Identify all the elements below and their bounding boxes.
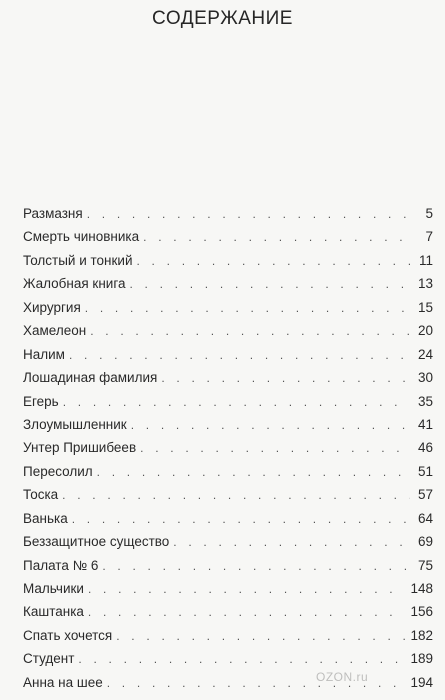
toc-entry-title: Унтер Пришибеев bbox=[23, 440, 137, 456]
toc-entry-title: Беззащитное существо bbox=[23, 534, 170, 550]
toc-entry-title: Палата № 6 bbox=[23, 557, 99, 573]
toc-leader-dots bbox=[97, 461, 410, 484]
toc-entry-title: Пересолил bbox=[23, 463, 93, 479]
toc-leader-dots bbox=[87, 203, 410, 226]
toc-entry-title: Хамелеон bbox=[23, 323, 87, 339]
toc-entry-page: 35 bbox=[417, 393, 433, 409]
toc-entry-anna-na-shee bbox=[23, 671, 433, 694]
toc-entry-page: 5 bbox=[425, 206, 433, 221]
toc-entry-toska bbox=[23, 483, 433, 506]
toc-entry-loshadinaya-familiya bbox=[23, 366, 433, 389]
toc-entry-bezzashchitnoe-sushchestvo bbox=[23, 530, 433, 553]
toc-entry-page: 182 bbox=[410, 627, 433, 643]
toc-entry-kashtanka bbox=[23, 600, 433, 623]
toc-entry-title: Толстый и тонкий bbox=[23, 252, 133, 268]
toc-leader-dots bbox=[116, 625, 405, 648]
toc-leader-dots bbox=[63, 391, 410, 414]
toc-leader-dots bbox=[78, 648, 405, 671]
table-of-contents bbox=[23, 202, 433, 694]
toc-entry-tolstyi-i-tonkii bbox=[23, 249, 433, 272]
toc-entry-page: 69 bbox=[417, 534, 433, 550]
toc-leader-dots bbox=[90, 320, 410, 343]
toc-entry-page: 75 bbox=[417, 557, 433, 573]
toc-entry-page: 156 bbox=[410, 604, 433, 620]
toc-entry-page: 20 bbox=[417, 323, 433, 339]
toc-entry-page: 189 bbox=[410, 651, 433, 667]
toc-entry-page: 148 bbox=[410, 581, 433, 596]
toc-entry-title: Жалобная книга bbox=[23, 276, 126, 292]
toc-entry-title: Анна на шее bbox=[23, 674, 103, 690]
toc-entry-page: 41 bbox=[417, 416, 433, 432]
toc-entry-page: 194 bbox=[410, 674, 433, 690]
toc-entry-title: Налим bbox=[23, 346, 65, 362]
toc-leader-dots bbox=[88, 601, 406, 624]
toc-entry-title: Егерь bbox=[23, 393, 59, 409]
toc-entry-page: 46 bbox=[417, 440, 433, 456]
toc-entry-title: Спать хочется bbox=[23, 627, 113, 643]
toc-leader-dots bbox=[69, 344, 410, 367]
toc-leader-dots bbox=[131, 414, 410, 437]
toc-entry-title: Каштанка bbox=[23, 604, 84, 620]
toc-leader-dots bbox=[140, 437, 410, 460]
toc-entry-page: 7 bbox=[425, 229, 433, 245]
toc-entry-malchiki bbox=[23, 577, 433, 600]
toc-entry-page: 24 bbox=[417, 346, 433, 362]
toc-entry-unter-prishibeev bbox=[23, 436, 433, 459]
toc-entry-page: 11 bbox=[418, 252, 433, 268]
toc-entry-title: Хирургия bbox=[23, 299, 81, 315]
toc-entry-eger bbox=[23, 390, 433, 413]
toc-entry-page: 64 bbox=[417, 510, 433, 526]
toc-leader-dots bbox=[102, 555, 410, 578]
toc-entry-khirurgiya bbox=[23, 296, 433, 319]
toc-leader-dots bbox=[136, 250, 410, 273]
toc-entry-razmaznya bbox=[23, 202, 433, 225]
toc-entry-peresolil bbox=[23, 460, 433, 483]
toc-entry-page: 15 bbox=[417, 299, 433, 315]
toc-leader-dots bbox=[161, 367, 410, 390]
toc-leader-dots bbox=[88, 578, 406, 601]
toc-entry-page: 57 bbox=[417, 487, 433, 503]
toc-entry-zloumyshlennik bbox=[23, 413, 433, 436]
toc-entry-title: Злоумышленник bbox=[23, 416, 127, 432]
toc-entry-student bbox=[23, 647, 433, 670]
toc-entry-title: Размазня bbox=[23, 206, 83, 221]
toc-entry-title: Студент bbox=[23, 651, 75, 667]
toc-entry-zhalobnaya-kniga bbox=[23, 272, 433, 295]
toc-entry-page: 30 bbox=[417, 370, 433, 386]
toc-entry-title: Лошадиная фамилия bbox=[23, 370, 158, 386]
toc-entry-page: 13 bbox=[417, 276, 433, 292]
toc-leader-dots bbox=[143, 226, 410, 249]
toc-leader-dots bbox=[129, 273, 410, 296]
toc-entry-palata-6 bbox=[23, 554, 433, 577]
toc-leader-dots bbox=[173, 531, 410, 554]
toc-entry-nalim bbox=[23, 343, 433, 366]
toc-leader-dots bbox=[85, 297, 410, 320]
toc-entry-khameleon bbox=[23, 319, 433, 342]
toc-entry-title: Тоска bbox=[23, 487, 59, 503]
toc-entry-spat-khochetsya bbox=[23, 624, 433, 647]
page-title: СОДЕРЖАНИЕ bbox=[152, 8, 293, 29]
toc-entry-page: 51 bbox=[417, 463, 433, 479]
toc-leader-dots bbox=[72, 508, 410, 531]
toc-entry-title: Мальчики bbox=[23, 581, 84, 596]
toc-entry-title: Смерть чиновника bbox=[23, 229, 140, 245]
watermark: OZON.ru bbox=[316, 670, 369, 684]
toc-entry-title: Ванька bbox=[23, 510, 68, 526]
toc-leader-dots bbox=[62, 484, 410, 507]
toc-entry-smert-chinovnika bbox=[23, 225, 433, 248]
toc-entry-vanka bbox=[23, 507, 433, 530]
